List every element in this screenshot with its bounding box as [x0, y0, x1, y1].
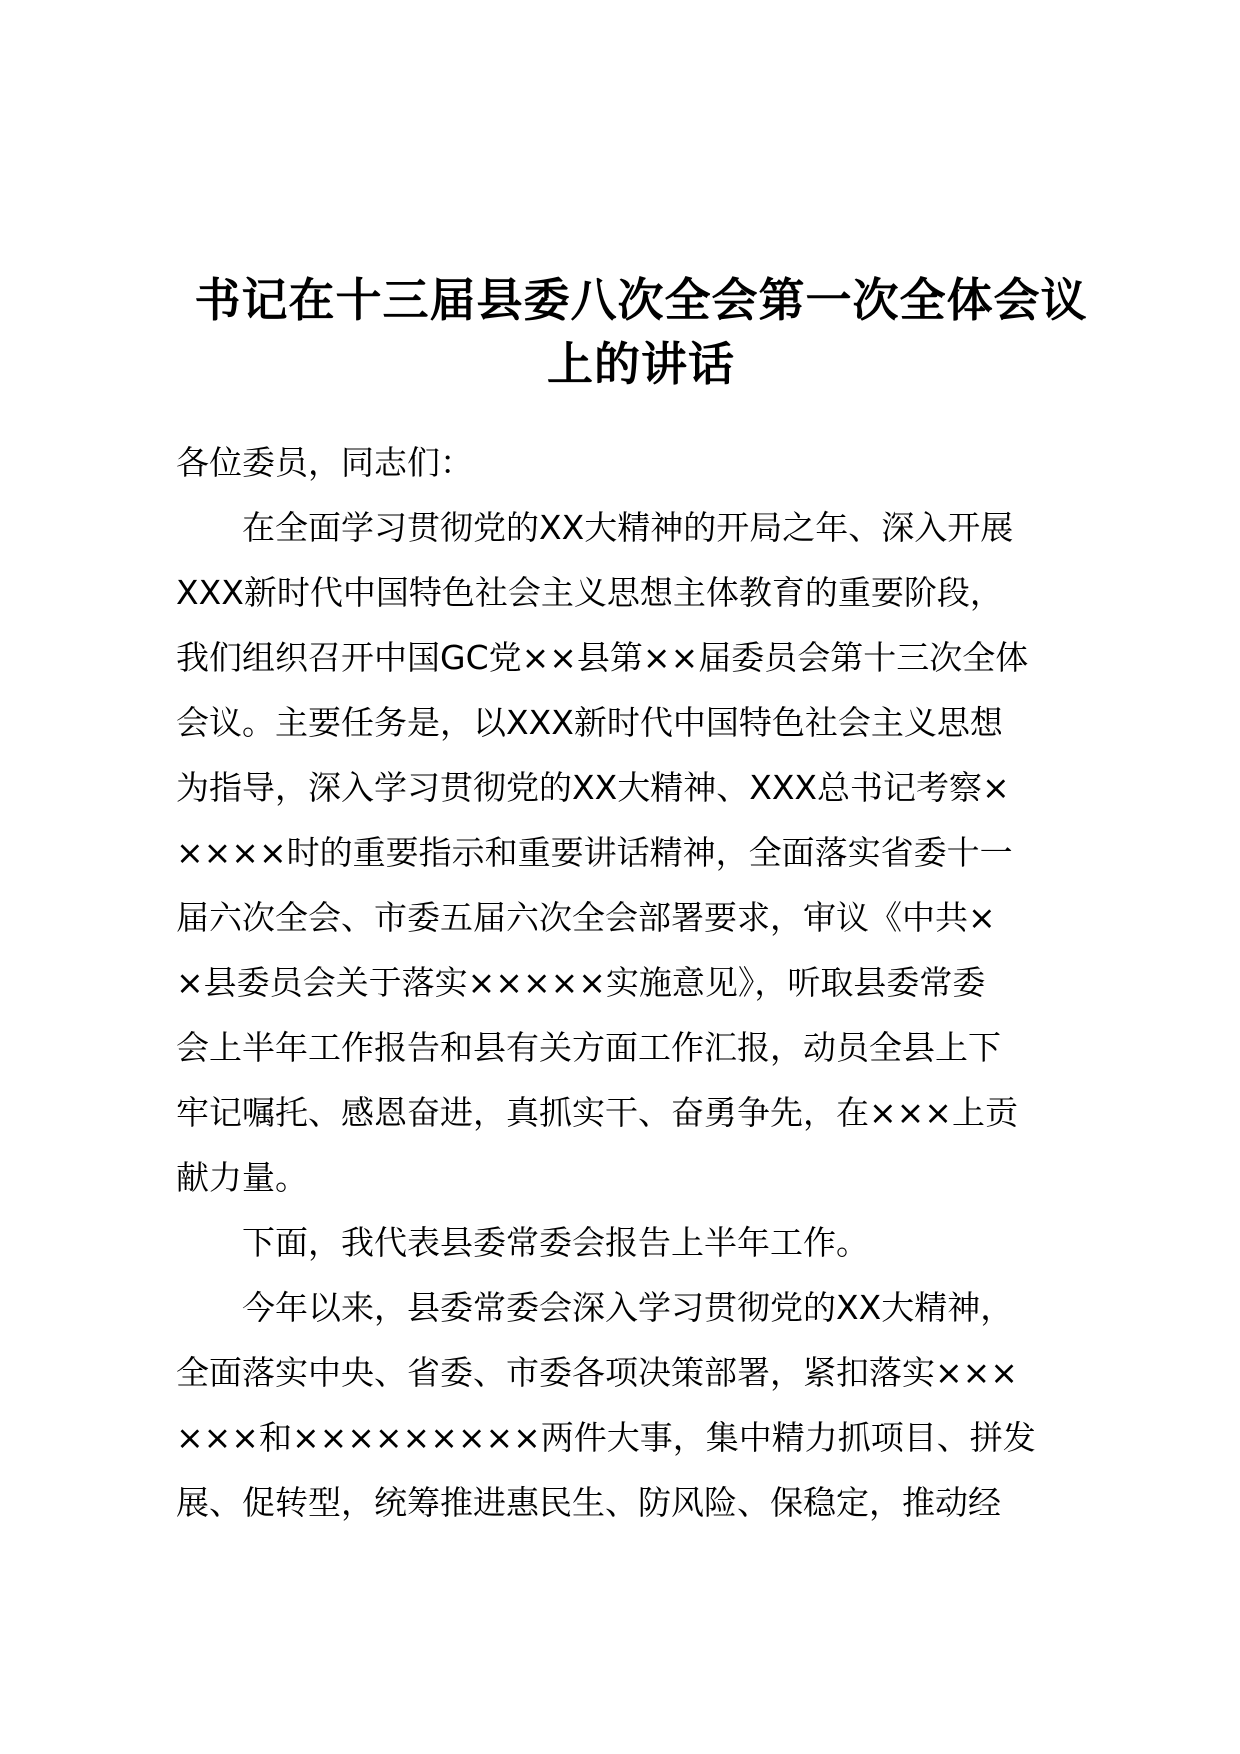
paragraph-line: 全面落实中央、省委、市委各项决策部署，紧扣落实××× [176, 1353, 1018, 1392]
paragraph-line: 届六次全会、市委五届六次全会部署要求，审议《中共× [176, 898, 996, 937]
paragraph-line: 为指导，深入学习贯彻党的XX大精神、XXX总书记考察× [176, 768, 1010, 807]
paragraph-opening [176, 495, 1106, 1210]
title-line-1: 书记在十三届县委八次全会第一次全体会议 [194, 273, 1088, 327]
paragraph-line: ××××时的重要指示和重要讲话精神，全面落实省委十一 [176, 833, 1013, 872]
paragraph-report-intro [176, 1210, 1106, 1275]
paragraph-line: 展、促转型，统筹推进惠民生、防风险、保稳定，推动经 [176, 1483, 1001, 1522]
document-body [176, 430, 1106, 1535]
paragraph-line: 牢记嘱托、感恩奋进，真抓实干、奋勇争先，在×××上贡 [176, 1093, 1018, 1132]
paragraph-work-summary [176, 1275, 1106, 1535]
paragraph-line: 我们组织召开中国GC党××县第××届委员会第十三次全体 [176, 638, 1029, 677]
paragraph-line: 会上半年工作报告和县有关方面工作汇报，动员全县上下 [176, 1028, 1001, 1067]
paragraph-line: 献力量。 [176, 1158, 308, 1197]
paragraph-line: XXX新时代中国特色社会主义思想主体教育的重要阶段， [176, 573, 1003, 612]
paragraph-line: 今年以来，县委常委会深入学习贯彻党的XX大精神， [242, 1288, 1014, 1327]
paragraph-line: 在全面学习贯彻党的XX大精神的开局之年、深入开展 [242, 508, 1014, 547]
salutation: 各位委员，同志们： [176, 443, 473, 482]
title-line-2: 上的讲话 [547, 337, 735, 391]
document-title [176, 268, 1106, 396]
paragraph-line: 会议。主要任务是，以XXX新时代中国特色社会主义思想 [176, 703, 1003, 742]
paragraph-line: ×县委员会关于落实×××××实施意见》，听取县委常委 [176, 963, 986, 1002]
paragraph-line: ×××和×××××××××两件大事，集中精力抓项目、拼发 [176, 1418, 1036, 1457]
paragraph-line: 下面，我代表县委常委会报告上半年工作。 [242, 1223, 869, 1262]
